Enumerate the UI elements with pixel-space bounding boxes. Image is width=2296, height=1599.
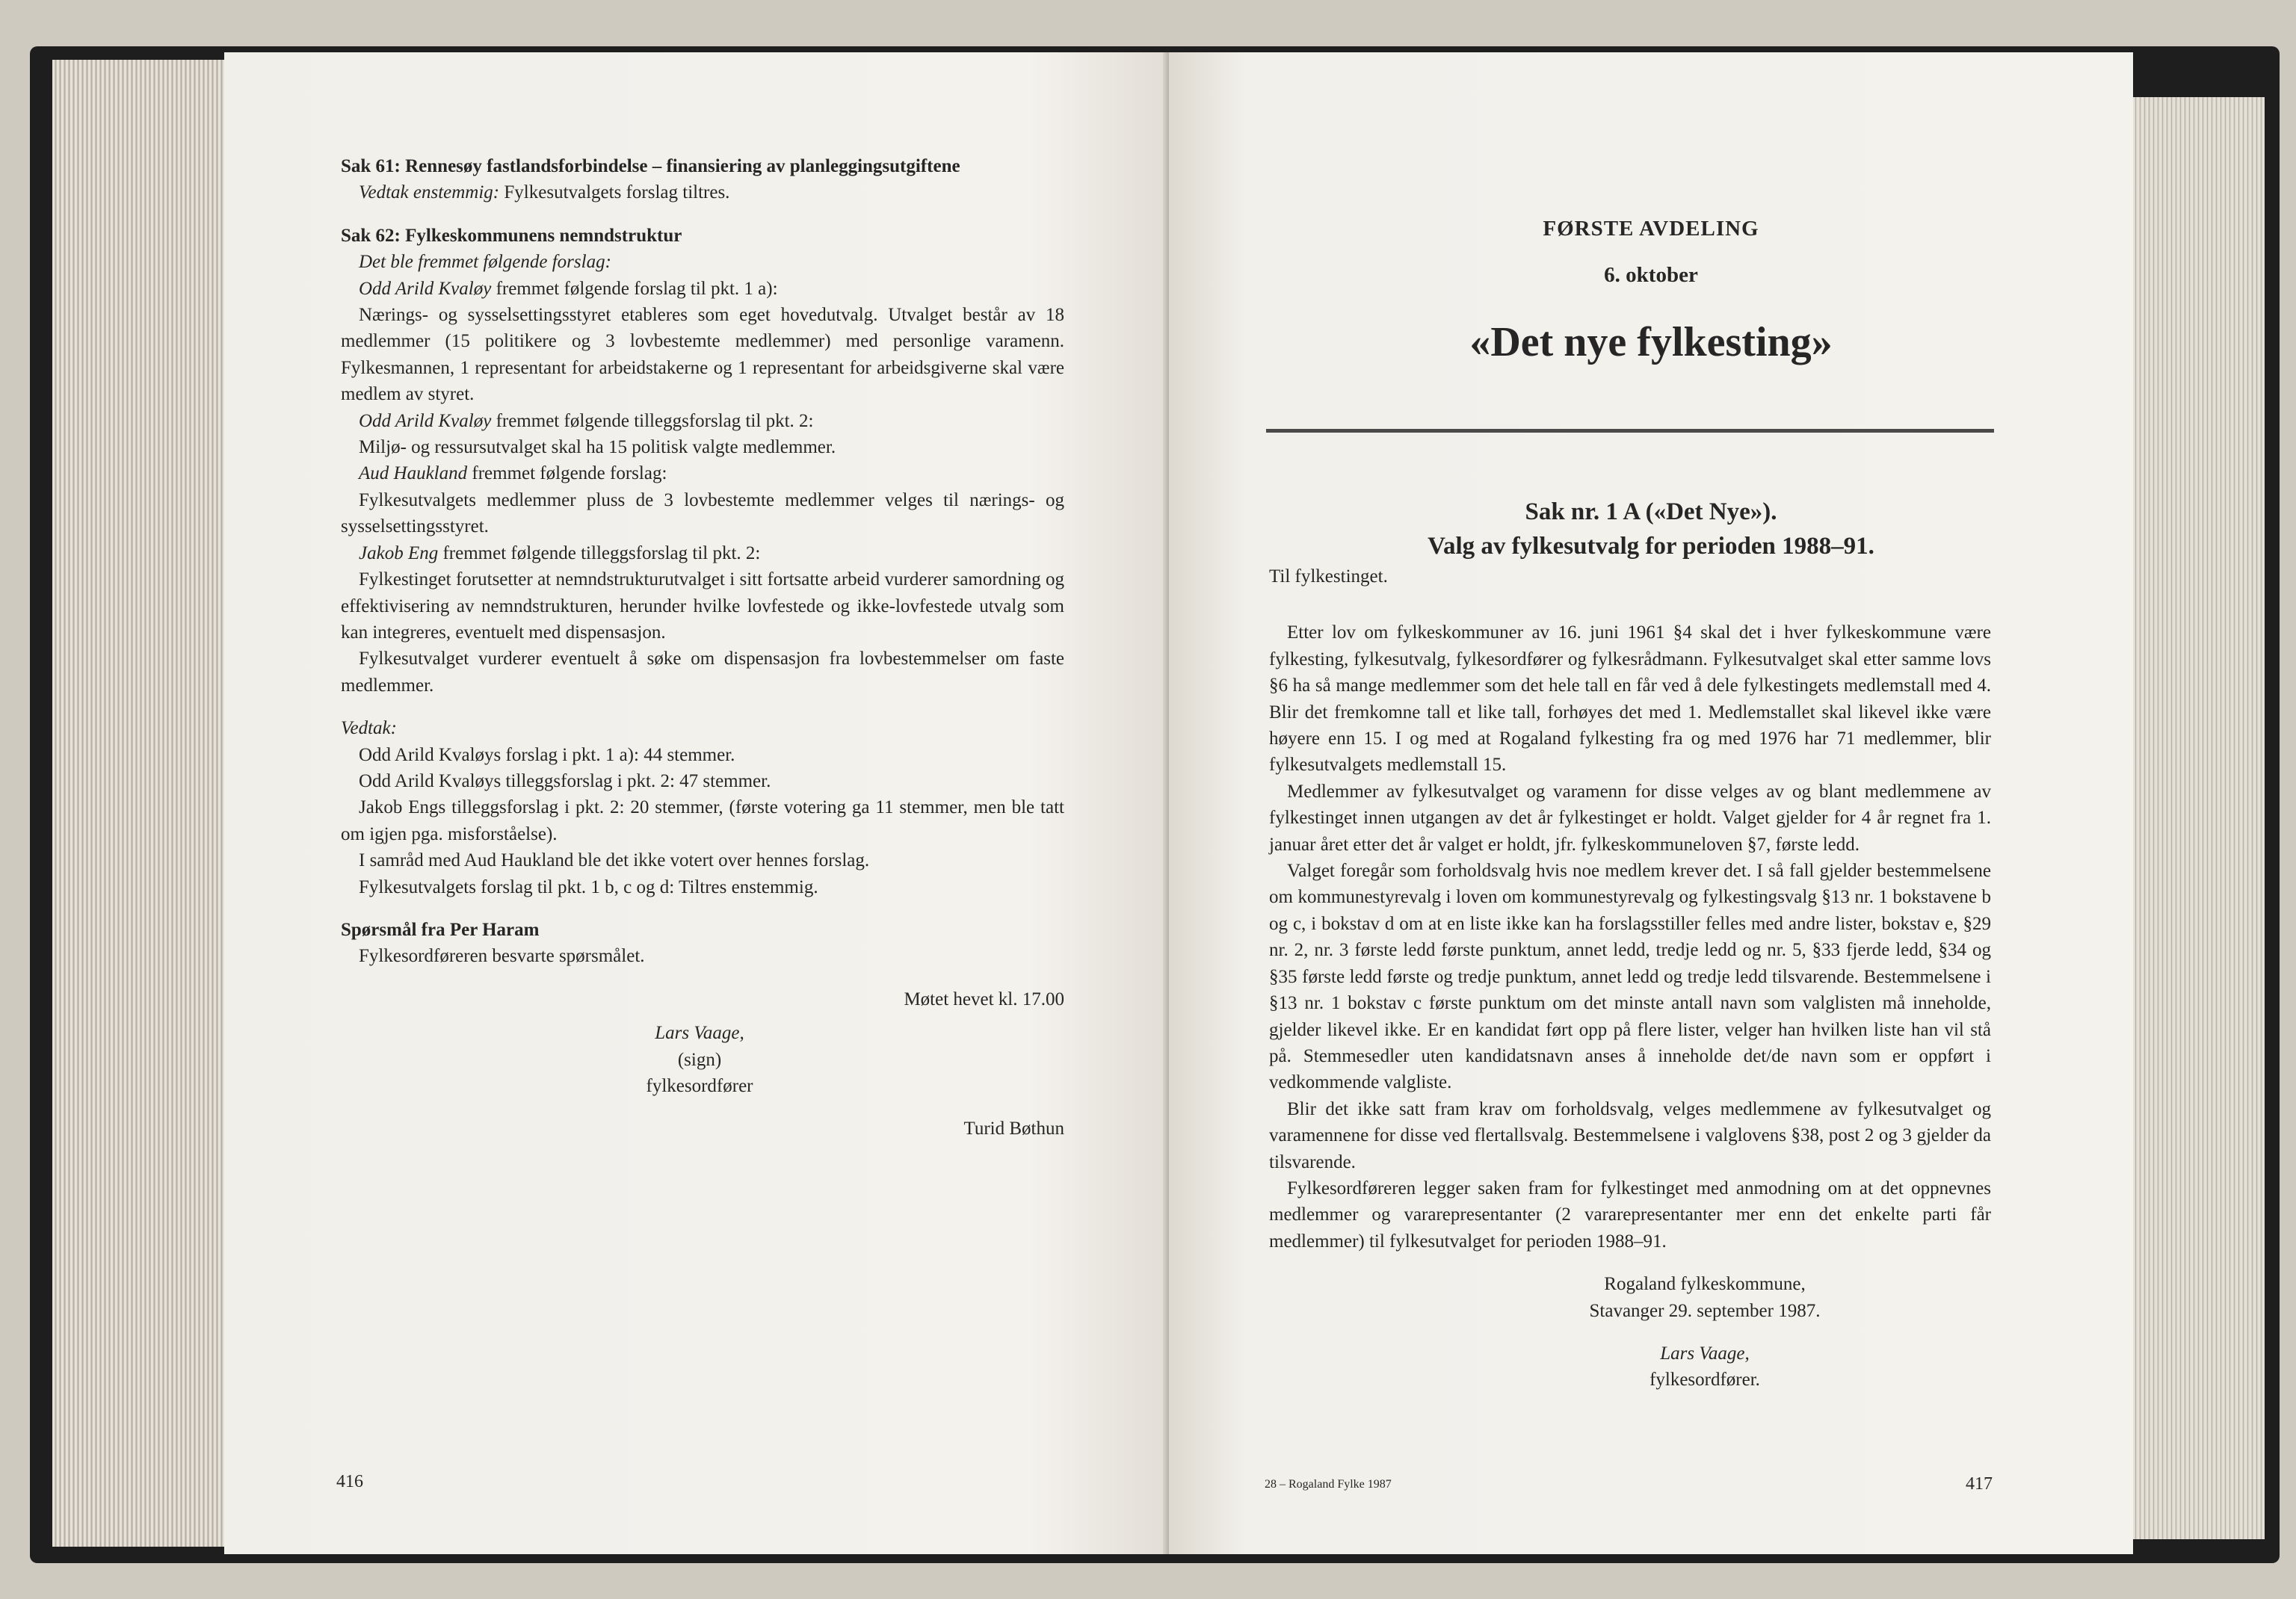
speaker-name: Aud Haukland — [359, 463, 468, 484]
vedtak-label: Vedtak: — [341, 718, 397, 739]
addressee: Til fylkestinget. — [1269, 566, 1388, 587]
left-page — [224, 52, 1169, 1554]
paragraph: fremmet følgende tilleggsforslag til pkt. 2: — [438, 542, 761, 563]
sak61-vedtak-label: Vedtak enstemmig: — [359, 182, 500, 203]
speaker-name: Odd Arild Kvaløy — [359, 410, 492, 431]
signature-role: fylkesordfører. — [1650, 1370, 1760, 1391]
signature-name: Lars Vaage, — [1660, 1343, 1750, 1364]
paragraph: Etter lov om fylkeskommuner av 16. juni 1961 §4 skal det i hver fylkeskommune være fylkesting, fylkesutvalg, fylkesordfører og fylkesrådmann. Fylkesutvalget skal etter samme lovs §6 ha så mange medlemmer som det hele tall en får ved å dele fylkestingets medlemstall med 4. Blir det fremkomne tall et like tall, forhøyes det med 1. Medlemstallet skal likevel ikke være høyere enn 15. I og med at Rogaland fylkesting fra og med 1976 har 71 medlemmer, blir fylkesutvalgets medlemstall 15. — [1269, 622, 1991, 776]
place: Rogaland fylkeskommune, — [1604, 1274, 1806, 1295]
paragraph: Medlemmer av fylkesutvalget og varamenn for disse velges av og blant medlemmene av fylkestinget innen utgangen av det år fylkestinget er holdt. Valget gjelder for 4 år regnet fra 1. januar året etter det år valget er holdt, jfr. fylkeskommuneloven §7, første ledd. — [1269, 781, 1991, 855]
page-edges-left — [52, 60, 232, 1547]
secretary-name: Turid Bøthun — [963, 1119, 1064, 1139]
page-number-left: 416 — [336, 1472, 363, 1491]
paragraph: Fylkesordføreren legger saken fram for fylkestinget med anmodning om at det oppnevnes medlemmer og vararepresentanter (2 vararepresentanter mer enn det enkelte parti får medlemmer) til fylkesutvalget for perioden 1988–91. — [1269, 1178, 1991, 1252]
vote-result: Jakob Engs tilleggsforslag i pkt. 2: 20 stemmer, (første votering ga 11 stemmer, men ble tatt om igjen pga. misforståelse). — [341, 797, 1064, 844]
place-date: Stavanger 29. september 1987. — [1589, 1300, 1821, 1321]
question-title: Spørsmål fra Per Haram — [341, 919, 540, 940]
page-edges-right — [2123, 97, 2265, 1539]
signature-role: fylkesordfører — [646, 1076, 753, 1096]
paragraph: Blir det ikke satt fram krav om forholdsvalg, velges medlemmene av fylkesutvalget og varamennene for disse ved flertallsvalg. Bestemmelsene i valglovens §38, post 2 og 3 gjelder da tilsvarende. — [1269, 1098, 1991, 1172]
section-date: 6. oktober — [1604, 263, 1698, 287]
signature-sign: (sign) — [677, 1049, 722, 1070]
paragraph: Fylkesutvalget vurderer eventuelt å søke om dispensasjon fra lovbestemmelser om faste medlemmer. — [341, 649, 1064, 696]
paragraph: fremmet følgende forslag til pkt. 1 a): — [491, 278, 778, 299]
paragraph: Fylkesutvalgets medlemmer pluss de 3 lovbestemte medlemmer velges til nærings- og sysselsettingsstyret. — [341, 489, 1064, 537]
running-footer: 28 – Rogaland Fylke 1987 — [1265, 1478, 1392, 1491]
speaker-name: Odd Arild Kvaløy — [359, 278, 492, 299]
question-text: Fylkesordføreren besvarte spørsmålet. — [359, 946, 645, 967]
vote-result: Odd Arild Kvaløys tilleggsforslag i pkt. 2: 47 stemmer. — [359, 770, 771, 791]
sak-title: Sak nr. 1 A («Det Nye»). — [1525, 498, 1777, 525]
sak61-title: Sak 61: Rennesøy fastlandsforbindelse – finansiering av planleggingsutgiftene — [341, 156, 960, 176]
paragraph: fremmet følgende tilleggsforslag til pkt. 2: — [491, 410, 814, 431]
main-title: «Det nye fylkesting» — [1469, 319, 1833, 365]
page-number-right: 417 — [1966, 1474, 1993, 1494]
section-heading: FØRSTE AVDELING — [1543, 217, 1759, 241]
vote-result: Fylkesutvalgets forslag til pkt. 1 b, c og d: Tiltres enstemmig. — [359, 876, 818, 897]
meeting-ended: Møtet hevet kl. 17.00 — [904, 989, 1064, 1009]
paragraph: Valget foregår som forholdsvalg hvis noe medlem krever det. I så fall gjelder bestemmelsene om kommunestyrevalg i loven om kommunestyrevalg og fylkestingsvalg §13 nr. 1 bokstavene b og c, i bokstav d om at en liste ikke kan ha forslagsstiller felles med andre lister, bokstav e, §29 nr. 2, nr. 3 første ledd første punktum, annet ledd, tredje ledd og nr. 5, §33 fjerde ledd, §34 og §35 første ledd første og tredje punktum, annet ledd og tredje ledd tilsvarende. Bestemmelsene i §13 nr. 1 bokstav c første punktum om det minste antall navn som valglisten må inneholde, gjelder likevel ikke. Er en kandidat ført opp på flere lister, velger han hvilken liste han vil stå på. Stemmesedler uten kandidatsnavn anses å inneholde det/de navn som er oppført i vedkommende valgliste. — [1269, 861, 1991, 1093]
vote-result: I samråd med Aud Haukland ble det ikke votert over hennes forslag. — [359, 850, 870, 871]
right-page-text — [1269, 563, 1991, 1394]
paragraph: Det ble fremmet følgende forslag: — [359, 252, 611, 273]
speaker-name: Jakob Eng — [359, 542, 439, 563]
paragraph: Miljø- og ressursutvalget skal ha 15 politisk valgte medlemmer. — [359, 437, 836, 458]
left-page-text — [341, 153, 1064, 1142]
sak62-title: Sak 62: Fylkeskommunens nemndstruktur — [341, 225, 682, 246]
sak61-vedtak-text: Fylkesutvalgets forslag tiltres. — [499, 182, 730, 203]
paragraph: fremmet følgende forslag: — [467, 463, 667, 484]
signature-name: Lars Vaage, — [655, 1023, 744, 1044]
paragraph: Fylkestinget forutsetter at nemndstrukturutvalget i sitt fortsatte arbeid vurderer samordning og effektivisering av nemndstrukturen, herunder hvilke lovfestede og ikke-lovfestede utvalg som kan integreres, eventuelt med dispensasjon. — [341, 569, 1064, 643]
paragraph: Nærings- og sysselsettingsstyret etableres som eget hovedutvalg. Utvalget består av 18 medlemmer (15 politikere og 3 lovbestemte medlemmer) med personlige varamenn. Fylkesmannen, 1 representant for arbeidstakerne og 1 representant for arbeidsgiverne skal være medlem av styret. — [341, 305, 1064, 405]
title-divider — [1266, 429, 1994, 433]
sak-subtitle: Valg av fylkesutvalg for perioden 1988–91. — [1428, 533, 1874, 560]
right-page — [1169, 52, 2133, 1554]
vote-result: Odd Arild Kvaløys forslag i pkt. 1 a): 44 stemmer. — [359, 744, 735, 765]
